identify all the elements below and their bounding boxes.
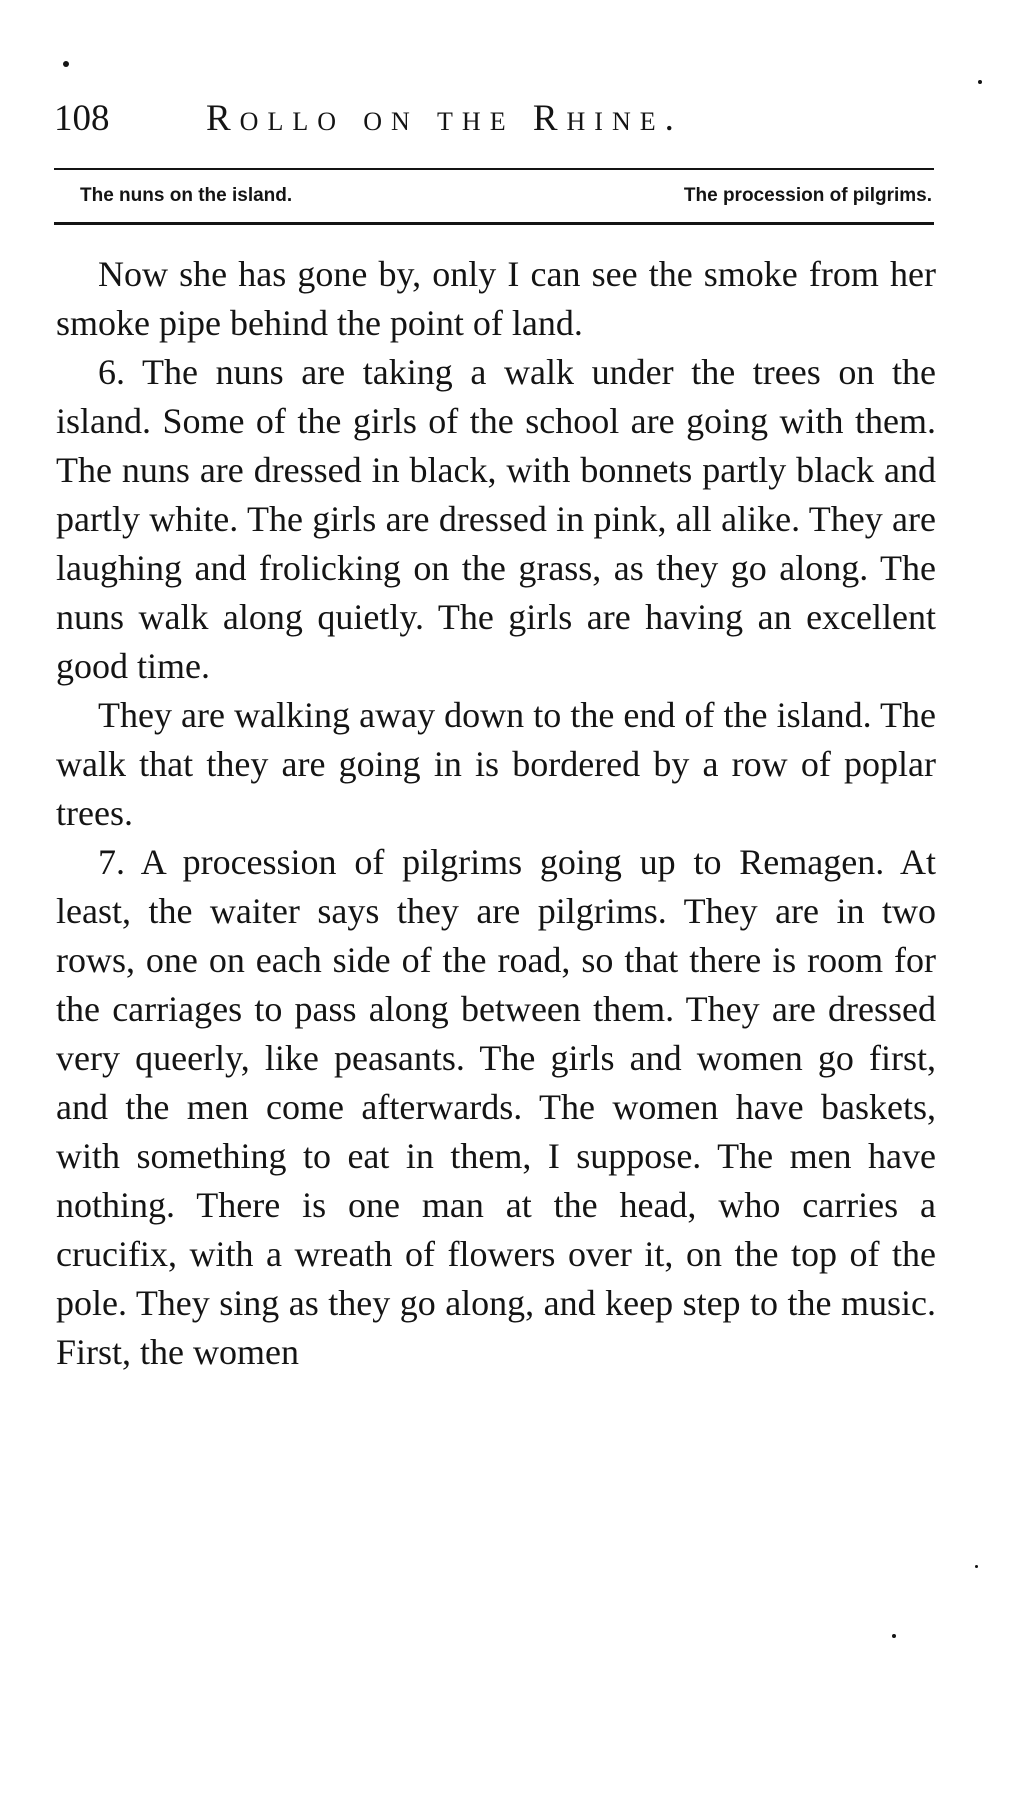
ink-speck (63, 61, 69, 67)
ink-speck (975, 1565, 978, 1568)
page-number: 108 (54, 98, 110, 139)
paragraph: 7. A procession of pilgrims going up to Remagen. At least, the waiter says they are pilgrims. They are in two rows, one on each side of the road, so that there is room for the carriages to pass along between them. They are dressed very queerly, like peasants. The girls and women go first, and the men come afterwards. The women have baskets, with something to eat in them, I suppose. The men have nothing. There is one man at the head, who carries a crucifix, with a wreath of flowers over it, on the top of the pole. They sing as they go along, and keep step to the music. First, the women (56, 842, 936, 1372)
paragraph: 6. The nuns are taking a walk under the trees on the island. Some of the girls of the school are going with them. The nuns are dressed in black, with bonnets partly black and partly white. The girls are dressed in pink, all alike. They are laughing and frolicking on the grass, as they go along. The nuns walk along quietly. The girls are having an excellent good time. (56, 352, 936, 686)
header-rule-bottom (54, 222, 934, 225)
ink-speck (978, 80, 982, 84)
paragraph: Now she has gone by, only I can see the smoke from her smoke pipe behind the point of land. (56, 254, 936, 343)
header-rule-top (54, 168, 934, 170)
side-heading-right: The procession of pilgrims. (683, 185, 932, 206)
side-headings (80, 180, 932, 214)
ink-speck (892, 1634, 896, 1638)
body-text (56, 250, 936, 1377)
running-head (54, 96, 924, 146)
book-title: Rollo on the Rhine. (206, 98, 683, 139)
paragraph: They are walking away down to the end of the island. The walk that they are going in is bordered by a row of poplar trees. (56, 695, 936, 833)
side-heading-left: The nuns on the island. (80, 185, 293, 206)
